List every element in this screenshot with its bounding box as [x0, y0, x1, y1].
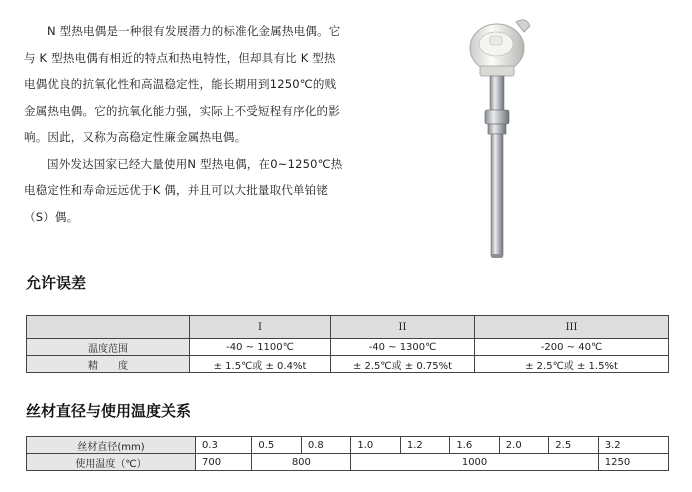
- wire-table: [26, 436, 669, 471]
- header-blank-cell: [27, 316, 190, 339]
- table-row: [27, 437, 669, 454]
- class-header: II: [331, 316, 475, 339]
- precision-cell: ± 1.5℃或 ± 0.4%t: [190, 356, 331, 373]
- precision-cell: ± 2.5℃或 ± 0.75%t: [331, 356, 475, 373]
- diameter-cell: 0.5: [252, 437, 301, 454]
- diameter-cell: 1.0: [351, 437, 400, 454]
- intro-text: [24, 18, 346, 230]
- wire-title: 丝材直径与使用温度关系: [26, 402, 192, 420]
- temp-cell: 700: [196, 454, 252, 471]
- range-cell: -40 ~ 1300℃: [331, 339, 475, 356]
- intro-paragraph-1: N 型热电偶是一种很有发展潜力的标准化金属热电偶。它与 K 型热电偶有相近的特点和热电特性，但却具有比 K 型热电偶优良的抗氧化性和高温稳定性，能长期用到1250℃的贱金属热电偶。它的抗氧化能力强，实际上不受短程有序化的影响。因此，又称为高稳定性廉金属热电偶。: [24, 24, 341, 144]
- temp-cell: 800: [252, 454, 351, 471]
- temp-cell: 1250: [598, 454, 668, 471]
- table-row: [27, 454, 669, 471]
- precision-label: 精 度: [27, 356, 190, 373]
- table-row: [27, 356, 669, 373]
- tolerance-table: [26, 315, 669, 373]
- diameter-cell: 2.5: [549, 437, 598, 454]
- range-cell: -200 ~ 40℃: [475, 339, 669, 356]
- diameter-cell: 0.8: [301, 437, 350, 454]
- range-label: 温度范围: [27, 339, 190, 356]
- class-header: I: [190, 316, 331, 339]
- intro-paragraph-2: 国外发达国家已经大量使用N 型热电偶，在0~1250℃热电稳定性和寿命远远优于K 偶，并且可以大批量取代单铂铑（S）偶。: [24, 156, 343, 224]
- tolerance-title: 允许误差: [26, 274, 87, 292]
- diameter-cell: 1.6: [450, 437, 499, 454]
- diameter-cell: 3.2: [598, 437, 668, 454]
- diameter-cell: 1.2: [400, 437, 449, 454]
- temp-label: 使用温度（℃）: [27, 454, 196, 471]
- class-header: III: [475, 316, 669, 339]
- table-row: [27, 316, 669, 339]
- table-row: [27, 339, 669, 356]
- diameter-cell: 2.0: [499, 437, 548, 454]
- precision-cell: ± 2.5℃或 ± 1.5%t: [475, 356, 669, 373]
- temp-cell: 1000: [351, 454, 598, 471]
- thermocouple-image: [452, 14, 562, 262]
- diameter-cell: 0.3: [196, 437, 252, 454]
- diameter-label: 丝材直径(mm): [27, 437, 196, 454]
- range-cell: -40 ~ 1100℃: [190, 339, 331, 356]
